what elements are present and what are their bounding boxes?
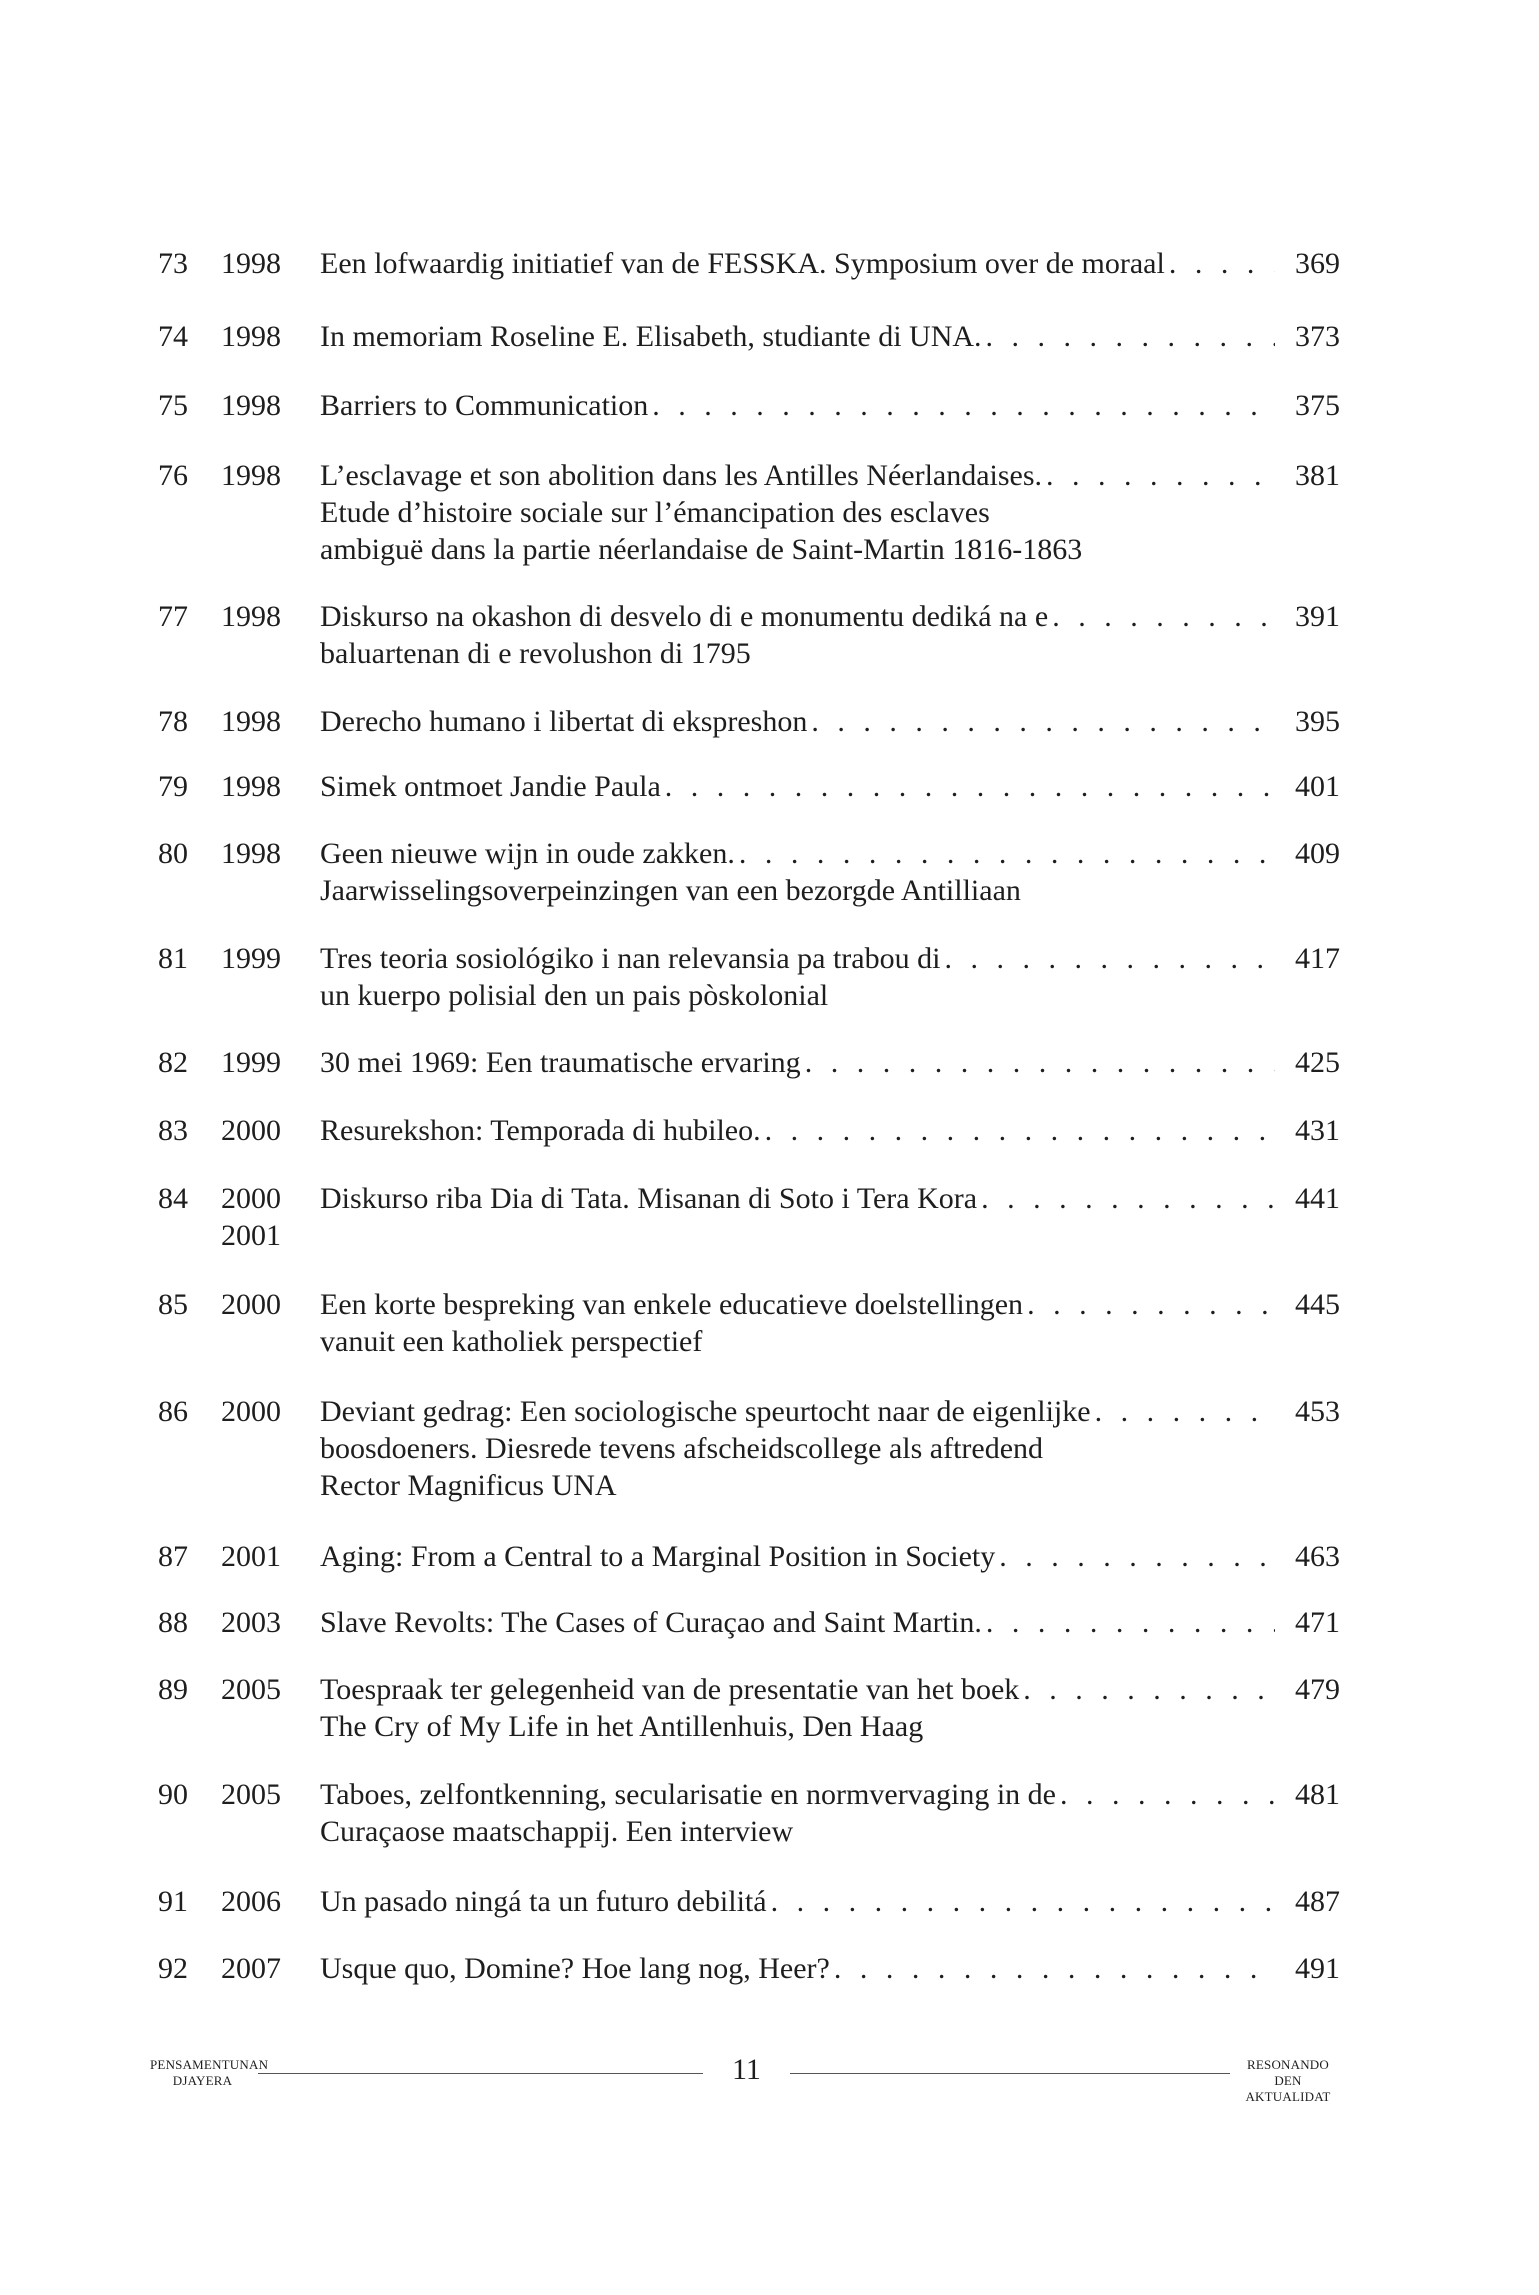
entry-number: 77 [158,600,188,633]
entry-year: 2007 [221,1952,281,1985]
entry-title [320,1671,1340,1745]
dot-leader [1027,1286,1275,1323]
entry-title-line [320,1950,1275,1987]
entry-years [221,387,321,424]
dot-leader [1046,457,1275,494]
entry-year: 2003 [221,1606,281,1639]
footer-rule-right [790,2073,1230,2074]
entry-title-text: Een korte bespreking van enkele educatieve doelstellingen [320,1288,1024,1321]
entry-number: 89 [158,1673,188,1706]
entry-page-number: 369 [1295,247,1340,280]
entry-page-number: 391 [1295,600,1340,633]
entry-title-text: Geen nieuwe wijn in oude zakken. [320,837,735,870]
entry-title [320,318,1340,355]
entry-years [221,1776,321,1813]
entry-year: 2000 [221,1288,281,1321]
entry-title-line [320,387,1275,424]
dot-leader [1052,598,1275,635]
entry-number: 87 [158,1540,188,1573]
dot-leader [944,940,1275,977]
entry-page-number: 409 [1295,837,1340,870]
entry-number: 83 [158,1114,188,1147]
entry-page-number: 481 [1295,1778,1340,1811]
entry-title-text: Aging: From a Central to a Marginal Position in Society [320,1540,996,1573]
footer-right-title [1232,2057,1344,2105]
entry-page-number: 453 [1295,1395,1340,1428]
entry-number: 81 [158,942,188,975]
entry-year: 2000 [221,1395,281,1428]
entry-year: 1998 [221,459,281,492]
entry-title [320,1044,1340,1081]
entry-title [320,1180,1340,1217]
entry-number: 74 [158,320,188,353]
entry-page-number: 487 [1295,1885,1340,1918]
entry-title-text: 30 mei 1969: Een traumatische ervaring [320,1046,801,1079]
footer-right-line-1: RESONANDO DEN [1247,2057,1329,2088]
entry-year: 2000 [221,1182,281,1215]
entry-title-line [320,1112,1275,1149]
entry-page-number: 491 [1295,1952,1340,1985]
dot-leader [834,1950,1275,1987]
entry-title [320,1776,1340,1850]
entry-title-line [320,598,1275,635]
entry-title-text: L’esclavage et son abolition dans les Antilles Néerlandaises. [320,459,1043,492]
entry-title-text: Simek ontmoet Jandie Paula [320,770,661,803]
entry-year: 2000 [221,1114,281,1147]
entry-year: 1999 [221,942,281,975]
entry-title-text: Resurekshon: Temporada di hubileo. [320,1114,761,1147]
entry-number: 88 [158,1606,188,1639]
entry-title-text: Slave Revolts: The Cases of Curaçao and Saint Martin. [320,1606,982,1639]
entry-number: 80 [158,837,188,870]
dot-leader [765,1112,1275,1149]
entry-page-number: 471 [1295,1606,1340,1639]
entry-title-text: Barriers to Communication [320,389,649,422]
entry-title-continuation: baluartenan di e revolushon di 1795 [320,637,751,670]
entry-page-number: 463 [1295,1540,1340,1573]
dot-leader [771,1883,1275,1920]
entry-title-text: Derecho humano i libertat di ekspreshon [320,705,808,738]
entry-page-number: 375 [1295,389,1340,422]
entry-title-continuation: Rector Magnificus UNA [320,1469,617,1502]
entry-number: 82 [158,1046,188,1079]
entry-title-continuation: ambiguë dans la partie néerlandaise de Saint-Martin 1816-1863 [320,533,1083,566]
entry-title-continuation: The Cry of My Life in het Antillenhuis, Den Haag [320,1710,924,1743]
dot-leader [1169,245,1275,282]
entry-year: 1998 [221,389,281,422]
entry-title-text: Un pasado ningá ta un futuro debilitá [320,1885,767,1918]
entry-page-number: 425 [1295,1046,1340,1079]
dot-leader [1023,1671,1275,1708]
entry-title [320,1286,1340,1360]
entry-title-continuation: vanuit een katholiek perspectief [320,1325,703,1358]
footer-rule-left [258,2073,703,2074]
entry-title-line [320,1883,1275,1920]
footer-left-line-1: PENSAMENTUNAN [150,2057,269,2072]
entry-title-text: Deviant gedrag: Een sociologische speurtocht naar de eigenlijke [320,1395,1091,1428]
entry-title [320,703,1340,740]
entry-title [320,598,1340,672]
dot-leader [652,387,1275,424]
entry-number: 91 [158,1885,188,1918]
entry-title-line [320,1180,1275,1217]
entry-page-number: 417 [1295,942,1340,975]
entry-title-line [320,1044,1275,1081]
entry-title-continuation: boosdoeners. Diesrede tevens afscheidscollege als aftredend [320,1432,1044,1465]
entry-number: 76 [158,459,188,492]
entry-number: 86 [158,1395,188,1428]
entry-title [320,940,1340,1014]
entry-year: 1998 [221,320,281,353]
entry-title [320,1950,1340,1987]
entry-years [221,1286,321,1323]
entry-years [221,318,321,355]
entry-year: 1998 [221,770,281,803]
entry-year: 2005 [221,1778,281,1811]
entry-title-line [320,1393,1275,1430]
entry-years [221,835,321,872]
entry-title-text: Taboes, zelfontkenning, secularisatie en normvervaging in de [320,1778,1056,1811]
entry-year: 2005 [221,1673,281,1706]
entry-page-number: 373 [1295,320,1340,353]
dot-leader [805,1044,1275,1081]
dot-leader [999,1538,1275,1575]
entry-years [221,245,321,282]
entry-page-number: 381 [1295,459,1340,492]
entry-number: 92 [158,1952,188,1985]
entry-title-continuation: un kuerpo polisial den un pais pòskolonial [320,979,829,1012]
entry-title-line [320,940,1275,977]
entry-title-line [320,1776,1275,1813]
entry-title [320,768,1340,805]
entry-years [221,598,321,635]
dot-leader [981,1180,1275,1217]
dot-leader [1095,1393,1275,1430]
entry-page-number: 395 [1295,705,1340,738]
entry-number: 85 [158,1288,188,1321]
entry-number: 79 [158,770,188,803]
dot-leader [1060,1776,1275,1813]
entry-title-line [320,835,1275,872]
entry-year: 1998 [221,600,281,633]
entry-number: 73 [158,247,188,280]
entry-title-line [320,318,1275,355]
entry-number: 75 [158,389,188,422]
entry-page-number: 445 [1295,1288,1340,1321]
entry-year: 2001 [221,1540,281,1573]
entry-title [320,387,1340,424]
entry-title-text: Een lofwaardig initiatief van de FESSKA. Symposium over de moraal [320,247,1165,280]
entry-title-text: Diskurso na okashon di desvelo di e monumentu dediká na e [320,600,1049,633]
entry-year: 1998 [221,247,281,280]
entry-years [221,1883,321,1920]
entry-years [221,457,321,494]
entry-years [221,940,321,977]
entry-title [320,457,1340,568]
dot-leader [811,703,1275,740]
entry-years [221,1604,321,1641]
entry-years [221,768,321,805]
entry-year: 2001 [221,1219,281,1252]
entry-title [320,1112,1340,1149]
entry-page-number: 401 [1295,770,1340,803]
entry-title-text: Tres teoria sosiológiko i nan relevansia pa trabou di [320,942,941,975]
entry-number: 84 [158,1182,188,1215]
entry-title-line [320,457,1275,494]
entry-number: 78 [158,705,188,738]
entry-title [320,1393,1340,1504]
entry-title-line [320,1671,1275,1708]
entry-year: 1998 [221,837,281,870]
entry-page-number: 431 [1295,1114,1340,1147]
entry-page-number: 479 [1295,1673,1340,1706]
entry-title-text: Toespraak ter gelegenheid van de presentatie van het boek [320,1673,1020,1706]
entry-title [320,835,1340,909]
entry-title-line [320,768,1275,805]
page-number: 11 [732,2053,761,2086]
entry-page-number: 441 [1295,1182,1340,1215]
entry-title-line [320,703,1275,740]
entry-years [221,1671,321,1708]
entry-years [221,703,321,740]
entry-title-line [320,1604,1275,1641]
entry-title-line [320,1538,1275,1575]
entry-title [320,245,1340,282]
footer-left-title [150,2057,269,2089]
entry-year: 2006 [221,1885,281,1918]
entry-title-continuation: Jaarwisselingsoverpeinzingen van een bezorgde Antilliaan [320,874,1021,907]
dot-leader [665,768,1275,805]
entry-title-line [320,245,1275,282]
entry-year: 1998 [221,705,281,738]
entry-years [221,1950,321,1987]
entry-title [320,1538,1340,1575]
entry-title-line [320,1286,1275,1323]
entry-years [221,1538,321,1575]
entry-title-text: In memoriam Roseline E. Elisabeth, studiante di UNA. [320,320,982,353]
entry-number: 90 [158,1778,188,1811]
entry-title [320,1883,1340,1920]
footer-left-line-2: DJAYERA [172,2073,233,2088]
entry-years [221,1044,321,1081]
dot-leader [986,318,1275,355]
entry-title-text: Diskurso riba Dia di Tata. Misanan di Soto i Tera Kora [320,1182,978,1215]
page-footer [0,2049,1539,2109]
entry-years [221,1112,321,1149]
footer-right-line-2: AKTUALIDAT [1245,2089,1331,2104]
dot-leader [739,835,1275,872]
entry-years [221,1180,321,1254]
entry-years [221,1393,321,1430]
entry-title-text: Usque quo, Domine? Hoe lang nog, Heer? [320,1952,830,1985]
entry-title-continuation: Curaçaose maatschappij. Een interview [320,1815,794,1848]
dot-leader [986,1604,1275,1641]
entry-title [320,1604,1340,1641]
entry-title-continuation: Etude d’histoire sociale sur l’émancipation des esclaves [320,496,990,529]
entry-year: 1999 [221,1046,281,1079]
